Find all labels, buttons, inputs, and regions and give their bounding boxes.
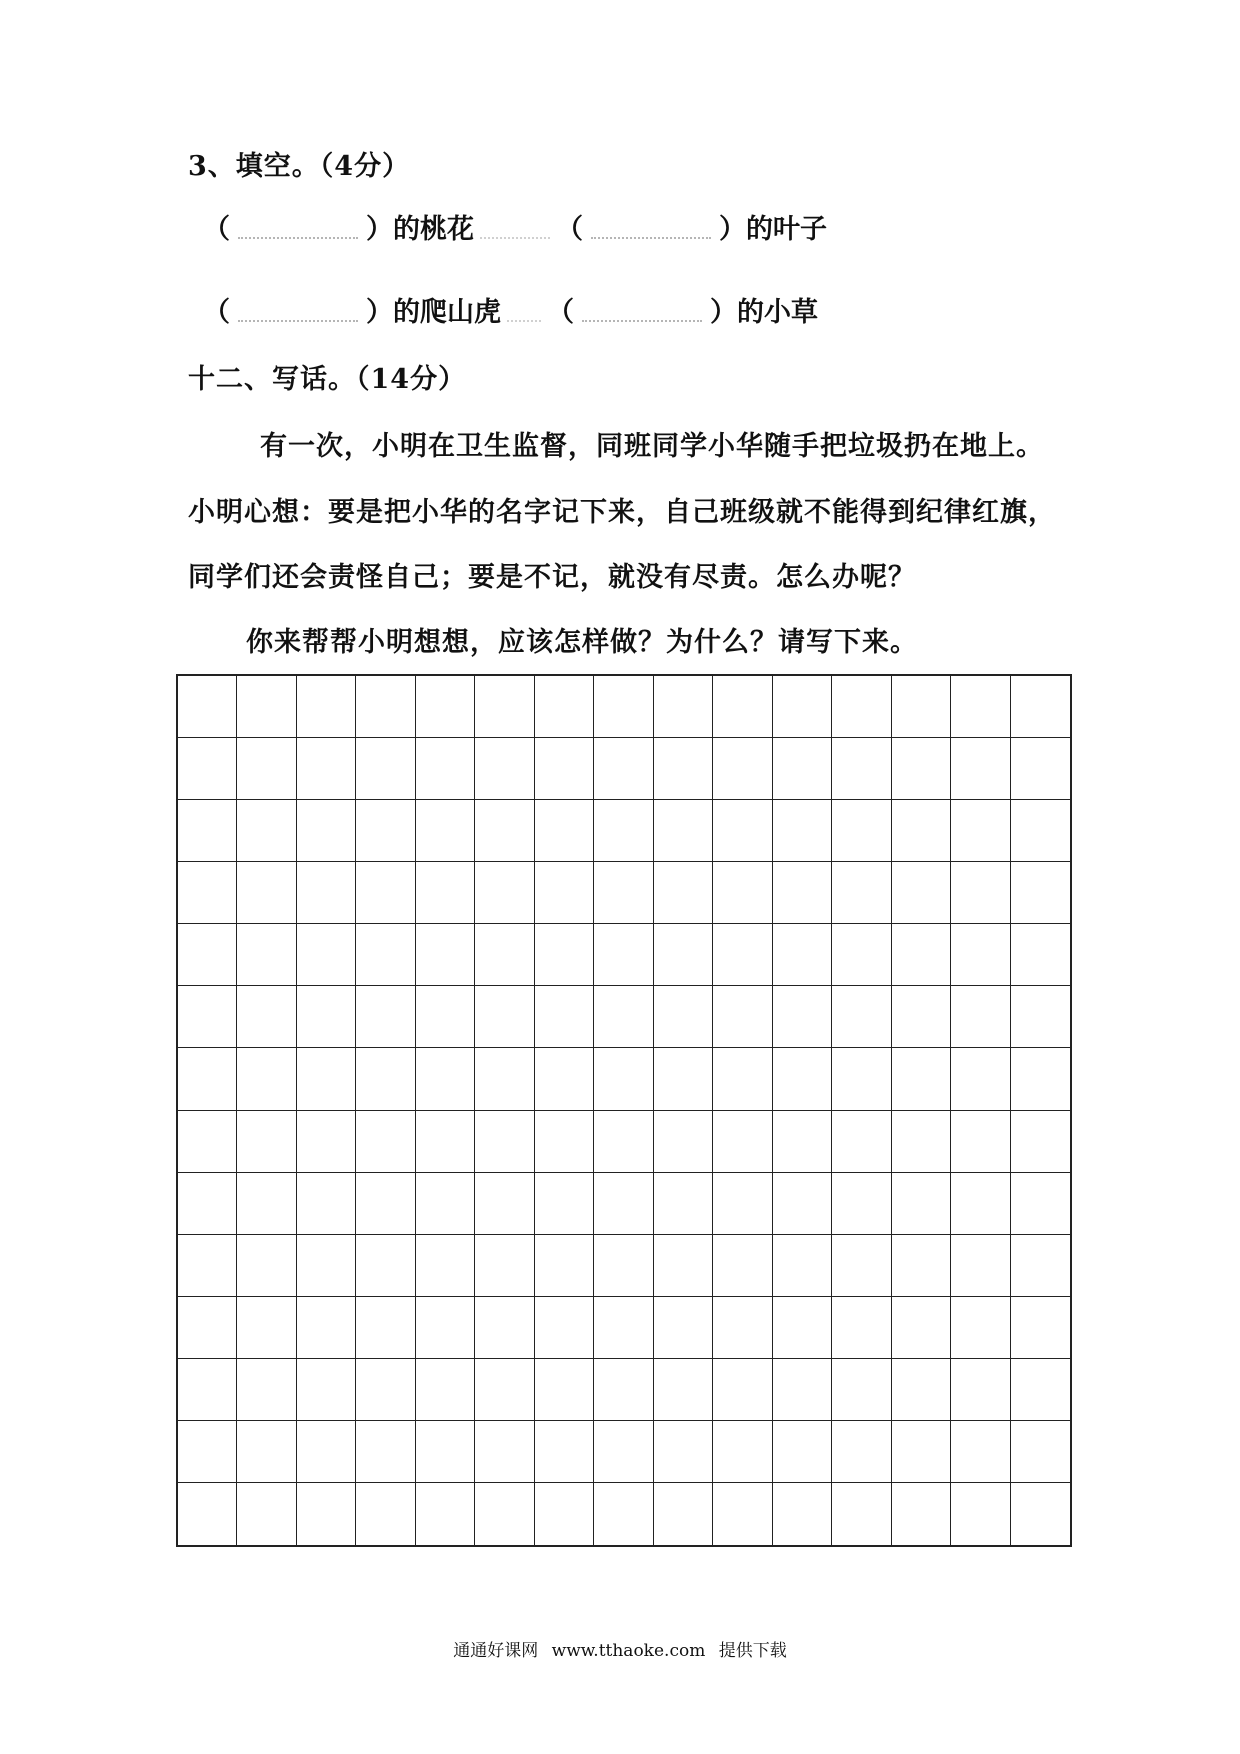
grid-cell[interactable]	[594, 1297, 653, 1359]
grid-cell[interactable]	[297, 1111, 356, 1173]
grid-cell[interactable]	[832, 676, 891, 738]
grid-cell[interactable]	[416, 862, 475, 924]
grid-cell[interactable]	[475, 1359, 534, 1421]
grid-cell[interactable]	[951, 986, 1010, 1048]
fill-phrase: 的小草	[737, 297, 818, 328]
grid-cell[interactable]	[297, 1297, 356, 1359]
grid-cell[interactable]	[713, 800, 772, 862]
grid-cell[interactable]	[713, 924, 772, 986]
grid-cell[interactable]	[832, 862, 891, 924]
grid-cell[interactable]	[535, 1421, 594, 1483]
grid-cell[interactable]	[951, 1111, 1010, 1173]
grid-cell[interactable]	[356, 1235, 415, 1297]
grid-cell[interactable]	[951, 1421, 1010, 1483]
grid-cell[interactable]	[951, 924, 1010, 986]
grid-cell[interactable]	[594, 1173, 653, 1235]
grid-cell[interactable]	[773, 1048, 832, 1110]
grid-cell[interactable]	[713, 1048, 772, 1110]
grid-cell[interactable]	[594, 986, 653, 1048]
grid-cell[interactable]	[951, 1483, 1010, 1545]
grid-cell[interactable]	[475, 924, 534, 986]
grid-cell[interactable]	[832, 986, 891, 1048]
paragraph-line-1: 有一次，小明在卫生监督，同班同学小华随手把垃圾扔在地上。	[260, 431, 1044, 462]
grid-cell[interactable]	[1011, 924, 1070, 986]
grid-cell[interactable]	[535, 1173, 594, 1235]
grid-cell[interactable]	[1011, 1048, 1070, 1110]
grid-cell[interactable]	[654, 924, 713, 986]
grid-cell[interactable]	[475, 1235, 534, 1297]
grid-cell[interactable]	[535, 1111, 594, 1173]
grid-cell[interactable]	[594, 1359, 653, 1421]
grid-cell[interactable]	[594, 676, 653, 738]
writing-prompt: 你来帮帮小明想想，应该怎样做？为什么？请写下来。	[246, 627, 918, 658]
grid-cell[interactable]	[535, 676, 594, 738]
grid-cell[interactable]	[535, 800, 594, 862]
grid-cell[interactable]	[297, 1421, 356, 1483]
fill-phrase: 的叶子	[746, 214, 827, 245]
grid-cell[interactable]	[297, 1173, 356, 1235]
grid-cell[interactable]	[475, 1421, 534, 1483]
grid-cell[interactable]	[951, 1235, 1010, 1297]
footer	[0, 1636, 1240, 1661]
grid-cell[interactable]	[713, 1421, 772, 1483]
grid-cell[interactable]	[356, 924, 415, 986]
dotted-spacer	[507, 296, 541, 322]
grid-cell[interactable]	[475, 1111, 534, 1173]
grid-cell[interactable]	[773, 862, 832, 924]
grid-cell[interactable]	[237, 1297, 296, 1359]
grid-cell[interactable]	[356, 862, 415, 924]
grid-cell[interactable]	[356, 1173, 415, 1235]
grid-cell[interactable]	[416, 1111, 475, 1173]
grid-cell[interactable]	[416, 1048, 475, 1110]
grid-cell[interactable]	[356, 1048, 415, 1110]
dotted-spacer	[480, 213, 550, 239]
grid-cell[interactable]	[178, 924, 237, 986]
grid-cell[interactable]	[773, 924, 832, 986]
grid-cell[interactable]	[594, 1111, 653, 1173]
grid-cell[interactable]	[475, 676, 534, 738]
grid-cell[interactable]	[892, 1483, 951, 1545]
grid-cell[interactable]	[178, 1235, 237, 1297]
grid-cell[interactable]	[594, 1421, 653, 1483]
grid-cell[interactable]	[237, 738, 296, 800]
grid-cell[interactable]	[416, 738, 475, 800]
grid-cell[interactable]	[892, 862, 951, 924]
fill-open-paren: （	[203, 214, 230, 245]
grid-cell[interactable]	[356, 800, 415, 862]
grid-cell[interactable]	[1011, 1421, 1070, 1483]
grid-cell[interactable]	[475, 1297, 534, 1359]
question3-title: 3、填空。（4分）	[188, 151, 411, 182]
fill-close-paren: ）	[366, 297, 393, 328]
grid-cell[interactable]	[832, 800, 891, 862]
grid-cell[interactable]	[535, 924, 594, 986]
grid-cell[interactable]	[178, 1483, 237, 1545]
grid-cell[interactable]	[1011, 1235, 1070, 1297]
grid-cell[interactable]	[832, 924, 891, 986]
grid-cell[interactable]	[475, 800, 534, 862]
grid-cell[interactable]	[832, 1359, 891, 1421]
grid-cell[interactable]	[356, 1111, 415, 1173]
grid-cell[interactable]	[892, 800, 951, 862]
grid-cell[interactable]	[1011, 1173, 1070, 1235]
grid-cell[interactable]	[535, 1235, 594, 1297]
grid-cell[interactable]	[356, 986, 415, 1048]
fill-close-paren: ）	[719, 214, 746, 245]
grid-cell[interactable]	[594, 800, 653, 862]
grid-cell[interactable]	[535, 1483, 594, 1545]
grid-cell[interactable]	[416, 986, 475, 1048]
grid-cell[interactable]	[654, 1421, 713, 1483]
grid-cell[interactable]	[297, 1483, 356, 1545]
grid-cell[interactable]	[594, 862, 653, 924]
grid-cell[interactable]	[416, 676, 475, 738]
grid-cell[interactable]	[416, 924, 475, 986]
grid-cell[interactable]	[951, 738, 1010, 800]
grid-cell[interactable]	[951, 1048, 1010, 1110]
grid-cell[interactable]	[178, 738, 237, 800]
grid-cell[interactable]	[237, 1048, 296, 1110]
grid-cell[interactable]	[178, 1297, 237, 1359]
grid-cell[interactable]	[356, 676, 415, 738]
grid-cell[interactable]	[892, 1048, 951, 1110]
grid-cell[interactable]	[594, 1483, 653, 1545]
grid-cell[interactable]	[713, 676, 772, 738]
grid-cell[interactable]	[178, 800, 237, 862]
grid-cell[interactable]	[892, 986, 951, 1048]
grid-cell[interactable]	[654, 986, 713, 1048]
grid-cell[interactable]	[892, 1235, 951, 1297]
grid-cell[interactable]	[951, 1359, 1010, 1421]
grid-cell[interactable]	[535, 1297, 594, 1359]
grid-cell[interactable]	[416, 1359, 475, 1421]
grid-cell[interactable]	[773, 738, 832, 800]
grid-cell[interactable]	[297, 738, 356, 800]
grid-cell[interactable]	[713, 1111, 772, 1173]
grid-cell[interactable]	[297, 1359, 356, 1421]
grid-cell[interactable]	[594, 1235, 653, 1297]
fill-close-paren: ）	[366, 214, 393, 245]
grid-cell[interactable]	[535, 1359, 594, 1421]
grid-cell[interactable]	[1011, 1111, 1070, 1173]
grid-cell[interactable]	[713, 1235, 772, 1297]
grid-cell[interactable]	[892, 1173, 951, 1235]
grid-cell[interactable]	[1011, 862, 1070, 924]
grid-cell[interactable]	[475, 1048, 534, 1110]
grid-cell[interactable]	[1011, 738, 1070, 800]
section12-title: 十二、写话。（14分）	[188, 364, 467, 395]
grid-cell[interactable]	[237, 1421, 296, 1483]
grid-cell[interactable]	[237, 1483, 296, 1545]
grid-cell[interactable]	[356, 1421, 415, 1483]
grid-cell[interactable]	[951, 800, 1010, 862]
grid-cell[interactable]	[713, 1173, 772, 1235]
grid-cell[interactable]	[951, 1173, 1010, 1235]
grid-cell[interactable]	[951, 862, 1010, 924]
grid-cell[interactable]	[892, 738, 951, 800]
grid-cell[interactable]	[475, 862, 534, 924]
grid-cell[interactable]	[832, 1421, 891, 1483]
grid-cell[interactable]	[654, 800, 713, 862]
grid-cell[interactable]	[297, 1048, 356, 1110]
grid-cell[interactable]	[951, 1297, 1010, 1359]
grid-cell[interactable]	[178, 1048, 237, 1110]
grid-cell[interactable]	[297, 862, 356, 924]
grid-cell[interactable]	[654, 1173, 713, 1235]
grid-cell[interactable]	[416, 1297, 475, 1359]
grid-cell[interactable]	[773, 676, 832, 738]
fill-phrase: 的桃花	[393, 214, 474, 245]
grid-cell[interactable]	[1011, 986, 1070, 1048]
grid-cell[interactable]	[475, 1483, 534, 1545]
grid-cell[interactable]	[1011, 1297, 1070, 1359]
grid-cell[interactable]	[713, 1483, 772, 1545]
fill-open-paren: （	[547, 297, 574, 328]
grid-cell[interactable]	[416, 800, 475, 862]
grid-cell[interactable]	[178, 1111, 237, 1173]
grid-cell[interactable]	[773, 986, 832, 1048]
grid-cell[interactable]	[416, 1235, 475, 1297]
grid-cell[interactable]	[713, 862, 772, 924]
grid-cell[interactable]	[535, 986, 594, 1048]
paragraph-line-3: 同学们还会责怪自己；要是不记，就没有尽责。怎么办呢？	[188, 562, 916, 593]
grid-cell[interactable]	[535, 738, 594, 800]
grid-cell[interactable]	[832, 1297, 891, 1359]
grid-cell[interactable]	[773, 1483, 832, 1545]
grid-cell[interactable]	[713, 986, 772, 1048]
grid-cell[interactable]	[654, 1483, 713, 1545]
grid-cell[interactable]	[297, 986, 356, 1048]
grid-cell[interactable]	[475, 738, 534, 800]
grid-cell[interactable]	[416, 1483, 475, 1545]
grid-cell[interactable]	[297, 1235, 356, 1297]
fill-open-paren: （	[556, 214, 583, 245]
grid-cell[interactable]	[892, 676, 951, 738]
grid-cell[interactable]	[832, 1173, 891, 1235]
paragraph-line-2: 小明心想：要是把小华的名字记下来，自己班级就不能得到纪律红旗，	[188, 497, 1056, 528]
grid-cell[interactable]	[892, 1297, 951, 1359]
fill-blank[interactable]	[238, 213, 358, 239]
fill-blank[interactable]	[238, 296, 358, 322]
fill-row-1	[203, 210, 827, 250]
grid-cell[interactable]	[654, 862, 713, 924]
grid-cell[interactable]	[892, 1421, 951, 1483]
grid-cell[interactable]	[237, 800, 296, 862]
grid-cell[interactable]	[1011, 1483, 1070, 1545]
grid-cell[interactable]	[832, 1048, 891, 1110]
grid-cell[interactable]	[832, 738, 891, 800]
grid-cell[interactable]	[773, 1421, 832, 1483]
grid-cell[interactable]	[237, 1359, 296, 1421]
grid-cell[interactable]	[713, 1297, 772, 1359]
grid-cell[interactable]	[237, 986, 296, 1048]
footer-url[interactable]: www.tthaoke.com	[551, 1641, 706, 1661]
grid-cell[interactable]	[297, 800, 356, 862]
grid-cell[interactable]	[356, 1297, 415, 1359]
grid-cell[interactable]	[654, 1111, 713, 1173]
grid-cell[interactable]	[713, 1359, 772, 1421]
grid-cell[interactable]	[773, 1359, 832, 1421]
fill-close-paren: ）	[710, 297, 737, 328]
fill-open-paren: （	[203, 297, 230, 328]
grid-cell[interactable]	[178, 986, 237, 1048]
grid-cell[interactable]	[356, 1359, 415, 1421]
grid-cell[interactable]	[475, 986, 534, 1048]
grid-cell[interactable]	[297, 924, 356, 986]
grid-cell[interactable]	[416, 1421, 475, 1483]
grid-cell[interactable]	[951, 676, 1010, 738]
grid-cell[interactable]	[773, 1111, 832, 1173]
grid-cell[interactable]	[356, 738, 415, 800]
grid-cell[interactable]	[416, 1173, 475, 1235]
grid-cell[interactable]	[773, 1235, 832, 1297]
grid-cell[interactable]	[178, 1359, 237, 1421]
fill-blank[interactable]	[591, 213, 711, 239]
grid-cell[interactable]	[773, 1173, 832, 1235]
grid-cell[interactable]	[1011, 800, 1070, 862]
fill-blank[interactable]	[582, 296, 702, 322]
grid-cell[interactable]	[1011, 1359, 1070, 1421]
grid-cell[interactable]	[178, 676, 237, 738]
grid-cell[interactable]	[178, 1421, 237, 1483]
grid-cell[interactable]	[594, 738, 653, 800]
grid-cell[interactable]	[535, 862, 594, 924]
grid-cell[interactable]	[773, 800, 832, 862]
grid-cell[interactable]	[654, 676, 713, 738]
grid-cell[interactable]	[237, 1173, 296, 1235]
grid-cell[interactable]	[773, 1297, 832, 1359]
grid-cell[interactable]	[297, 676, 356, 738]
grid-cell[interactable]	[237, 862, 296, 924]
grid-cell[interactable]	[654, 738, 713, 800]
grid-cell[interactable]	[892, 1359, 951, 1421]
writing-grid[interactable]	[176, 674, 1072, 1547]
grid-cell[interactable]	[594, 924, 653, 986]
grid-cell[interactable]	[237, 924, 296, 986]
grid-cell[interactable]	[178, 1173, 237, 1235]
fill-row-2	[203, 293, 818, 333]
footer-note: 提供下载	[718, 1641, 787, 1661]
grid-cell[interactable]	[892, 1111, 951, 1173]
grid-cell[interactable]	[237, 676, 296, 738]
grid-cell[interactable]	[832, 1235, 891, 1297]
grid-cell[interactable]	[654, 1359, 713, 1421]
grid-cell[interactable]	[892, 924, 951, 986]
grid-cell[interactable]	[654, 1297, 713, 1359]
grid-cell[interactable]	[356, 1483, 415, 1545]
fill-phrase: 的爬山虎	[393, 297, 501, 328]
grid-cell[interactable]	[654, 1235, 713, 1297]
grid-cell[interactable]	[654, 1048, 713, 1110]
grid-cell[interactable]	[832, 1483, 891, 1545]
footer-site-name: 通通好课网	[453, 1641, 539, 1661]
grid-cell[interactable]	[1011, 676, 1070, 738]
grid-cell[interactable]	[237, 1111, 296, 1173]
grid-cell[interactable]	[594, 1048, 653, 1110]
grid-cell[interactable]	[832, 1111, 891, 1173]
grid-cell[interactable]	[178, 862, 237, 924]
grid-cell[interactable]	[713, 738, 772, 800]
grid-cell[interactable]	[475, 1173, 534, 1235]
grid-cell[interactable]	[535, 1048, 594, 1110]
grid-cell[interactable]	[237, 1235, 296, 1297]
